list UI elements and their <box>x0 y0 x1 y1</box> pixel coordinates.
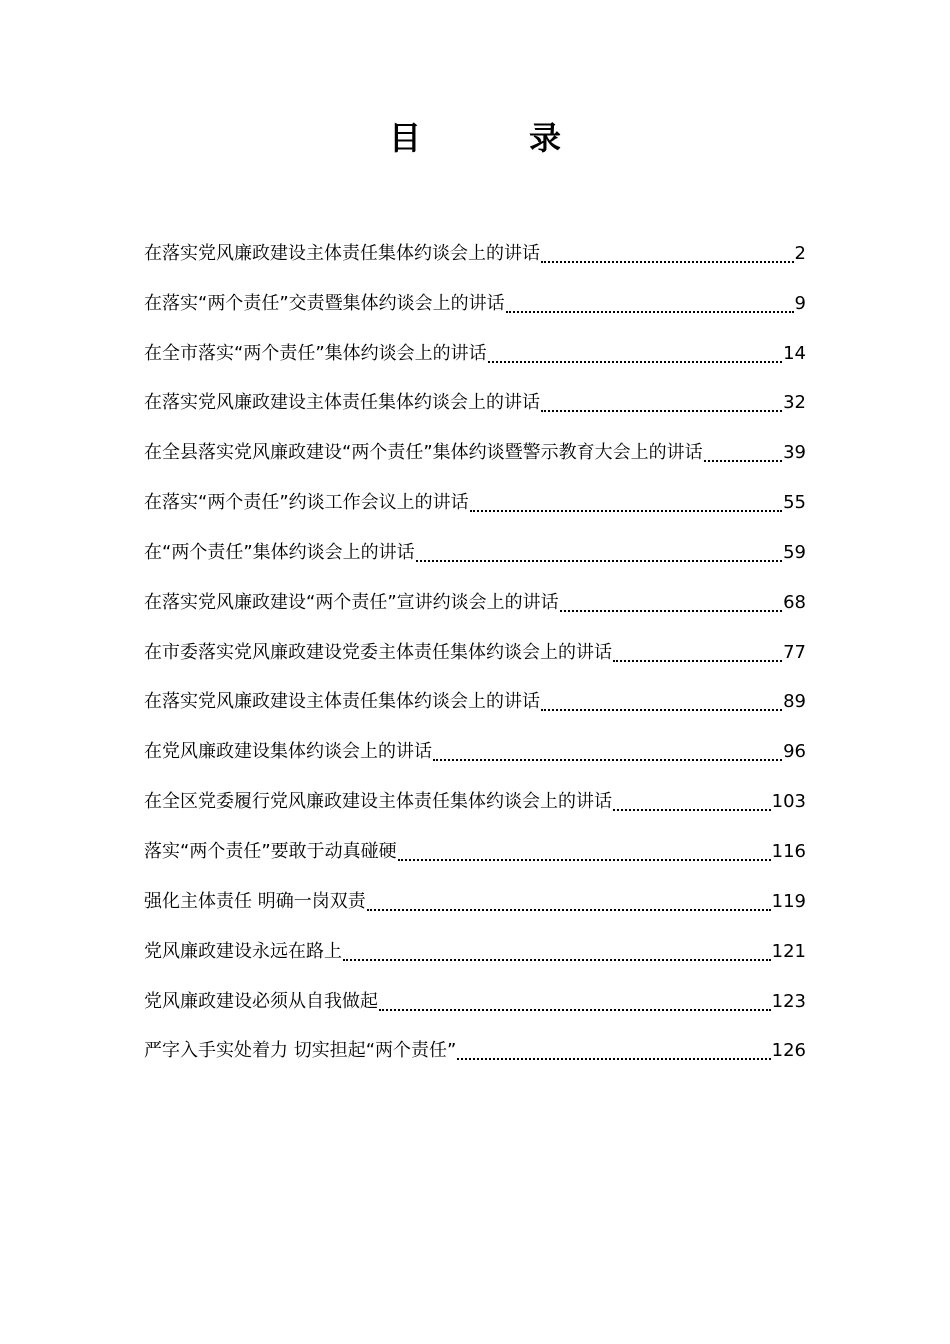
dot-leader <box>379 1009 771 1011</box>
dot-leader <box>613 809 771 811</box>
dot-leader <box>367 909 771 911</box>
toc-entry-page: 14 <box>783 342 806 364</box>
toc-entry-page: 2 <box>794 242 806 264</box>
toc-entry-title: 在“两个责任”集体约谈会上的讲话 <box>144 541 415 563</box>
toc-entry-title: 严字入手实处着力 切实担起“两个责任” <box>144 1040 457 1062</box>
dot-leader <box>343 959 771 961</box>
dot-leader <box>613 660 782 662</box>
toc-entry-title: 在落实“两个责任”交责暨集体约谈会上的讲话 <box>144 292 505 314</box>
toc-entry[interactable] <box>144 920 806 970</box>
table-of-contents <box>144 222 806 1069</box>
toc-entry[interactable] <box>144 471 806 521</box>
toc-entry-title: 在全区党委履行党风廉政建设主体责任集体约谈会上的讲话 <box>144 791 612 813</box>
toc-entry-page: 39 <box>783 442 806 464</box>
dot-leader <box>506 311 794 313</box>
toc-entry[interactable] <box>144 1020 806 1070</box>
toc-entry-page: 68 <box>783 591 806 613</box>
toc-entry-page: 96 <box>783 741 806 763</box>
toc-entry-page: 89 <box>783 691 806 713</box>
toc-entry-page: 32 <box>783 392 806 414</box>
toc-entry[interactable] <box>144 322 806 372</box>
toc-entry-page: 77 <box>783 641 806 663</box>
toc-entry[interactable] <box>144 272 806 322</box>
toc-entry-title: 落实“两个责任”要敢于动真碰硬 <box>144 840 397 862</box>
toc-entry[interactable] <box>144 671 806 721</box>
dot-leader <box>541 410 782 412</box>
dot-leader <box>560 610 782 612</box>
toc-entry-title: 在落实党风廉政建设主体责任集体约谈会上的讲话 <box>144 242 540 264</box>
toc-entry[interactable] <box>144 222 806 272</box>
toc-entry-title: 强化主体责任 明确一岗双责 <box>144 890 366 912</box>
toc-entry[interactable] <box>144 421 806 471</box>
toc-entry[interactable] <box>144 372 806 422</box>
dot-leader <box>433 759 782 761</box>
toc-entry-page: 59 <box>783 541 806 563</box>
toc-entry-title: 在党风廉政建设集体约谈会上的讲话 <box>144 741 432 763</box>
toc-entry[interactable] <box>144 870 806 920</box>
dot-leader <box>398 859 771 861</box>
toc-entry-title: 在落实党风廉政建设主体责任集体约谈会上的讲话 <box>144 392 540 414</box>
toc-entry-page: 123 <box>771 990 806 1012</box>
toc-entry[interactable] <box>144 521 806 571</box>
dot-leader <box>541 709 782 711</box>
toc-entry[interactable] <box>144 770 806 820</box>
dot-leader <box>488 361 782 363</box>
dot-leader <box>704 460 782 462</box>
toc-entry-title: 党风廉政建设必须从自我做起 <box>144 990 378 1012</box>
toc-entry[interactable] <box>144 720 806 770</box>
toc-entry-title: 在全县落实党风廉政建设“两个责任”集体约谈暨警示教育大会上的讲话 <box>144 442 703 464</box>
toc-entry-page: 55 <box>783 492 806 514</box>
toc-entry-page: 103 <box>771 791 806 813</box>
toc-entry-page: 121 <box>771 940 806 962</box>
toc-entry-page: 126 <box>771 1040 806 1062</box>
toc-entry-page: 9 <box>794 292 806 314</box>
page-title: 目 录 <box>388 119 599 157</box>
toc-entry-page: 119 <box>771 890 806 912</box>
toc-entry-title: 在落实党风廉政建设“两个责任”宣讲约谈会上的讲话 <box>144 591 559 613</box>
toc-entry-title: 在落实“两个责任”约谈工作会议上的讲话 <box>144 492 469 514</box>
toc-entry[interactable] <box>144 820 806 870</box>
dot-leader <box>541 261 794 263</box>
toc-entry[interactable] <box>144 621 806 671</box>
toc-entry-title: 在落实党风廉政建设主体责任集体约谈会上的讲话 <box>144 691 540 713</box>
dot-leader <box>470 510 782 512</box>
toc-entry-page: 116 <box>771 840 806 862</box>
toc-entry-title: 在全市落实“两个责任”集体约谈会上的讲话 <box>144 342 487 364</box>
toc-entry-title: 在市委落实党风廉政建设党委主体责任集体约谈会上的讲话 <box>144 641 612 663</box>
toc-entry[interactable] <box>144 571 806 621</box>
dot-leader <box>416 560 782 562</box>
dot-leader <box>457 1058 770 1060</box>
toc-entry[interactable] <box>144 970 806 1020</box>
toc-entry-title: 党风廉政建设永远在路上 <box>144 940 342 962</box>
